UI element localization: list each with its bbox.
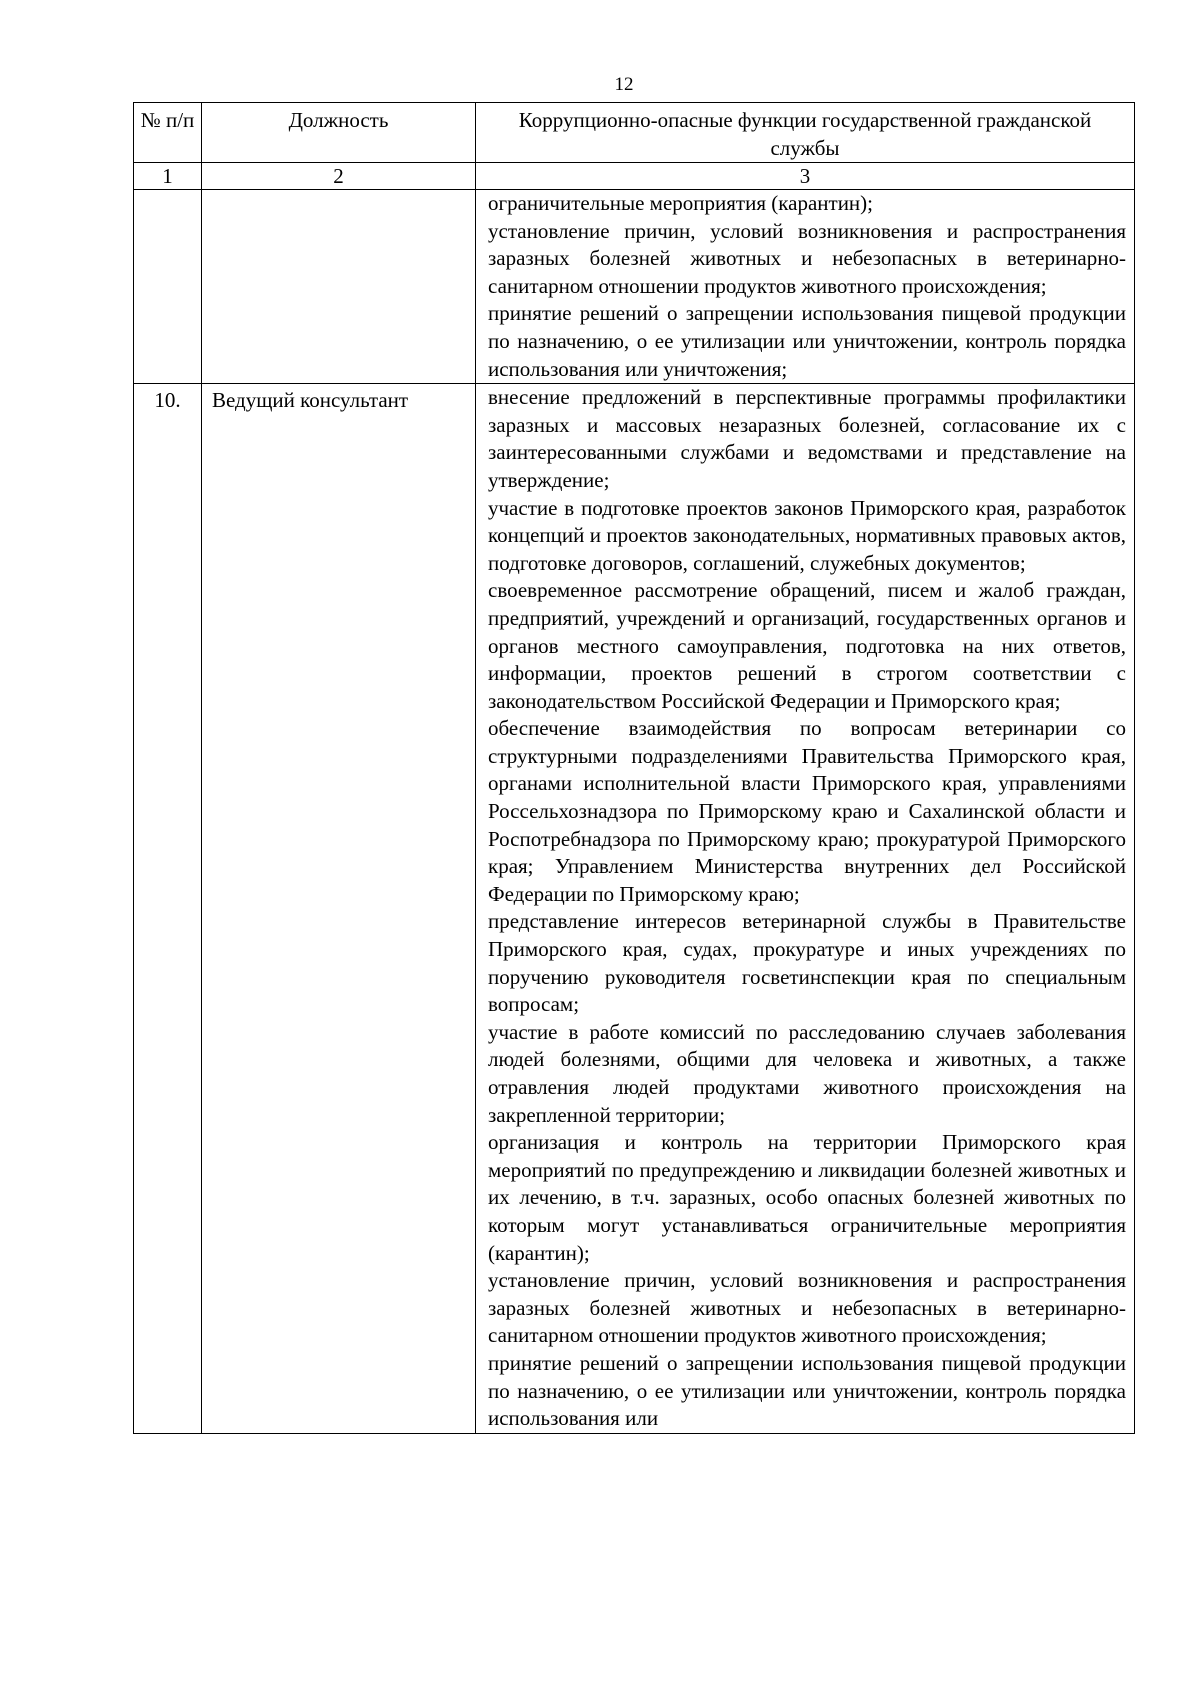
column-number-2: 2	[202, 163, 476, 190]
row-number: 10.	[134, 384, 202, 1434]
table-row	[134, 384, 1135, 1434]
header-number: № п/п	[134, 103, 202, 163]
corruption-functions-table	[133, 102, 1135, 1434]
column-number-row	[134, 163, 1135, 190]
function-item: внесение предложений в перспективные программы профилактики заразных и массовых незаразных болезней, согласование их с заинтересованными службами и ведомствами и представление на утверждение;	[488, 385, 1126, 492]
function-item: установление причин, условий возникновения и распространения заразных болезней животных и небезопасных в ветеринарно-санитарном отношении продуктов животного происхождения;	[488, 218, 1126, 298]
table-row	[134, 190, 1135, 384]
row-functions	[476, 190, 1135, 384]
header-functions: Коррупционно-опасные функции государственной гражданской службы	[476, 103, 1135, 163]
column-number-1: 1	[134, 163, 202, 190]
function-item: ограничительные мероприятия (карантин);	[488, 191, 873, 215]
function-item: обеспечение взаимодействия по вопросам ветеринарии со структурными подразделениями Правительства Приморского края, органами исполнительной власти Приморского края, управлениями Россельхознадзора по Приморскому краю и Сахалинской области и Роспотребнадзора по Приморскому краю; прокуратурой Приморского края; Управлением Министерства внутренних дел Российской Федерации по Приморскому краю;	[488, 716, 1126, 906]
row-number	[134, 190, 202, 384]
function-item: участие в подготовке проектов законов Приморского края, разработок концепций и проектов законодательных, нормативных правовых актов, подготовке договоров, соглашений, служебных документов;	[488, 495, 1126, 575]
column-number-3: 3	[476, 163, 1135, 190]
function-item: установление причин, условий возникновения и распространения заразных болезней животных и небезопасных в ветеринарно-санитарном отношении продуктов животного происхождения;	[488, 1268, 1126, 1348]
page-number: 12	[614, 74, 634, 95]
function-item: принятие решений о запрещении использования пищевой продукции по назначению, о ее утилизации или уничтожении, контроль порядка использования или	[488, 1350, 1126, 1431]
function-item: участие в работе комиссий по расследованию случаев заболевания людей болезнями, общими для человека и животных, а также отравления людей продуктами животного происхождения на закрепленной территории;	[488, 1019, 1126, 1127]
row-functions	[476, 384, 1135, 1434]
table-header-row	[134, 103, 1135, 163]
function-item: принятие решений о запрещении использования пищевой продукции по назначению, о ее утилизации или уничтожении, контроль порядка использования или уничтожения;	[488, 301, 1126, 381]
function-item: организация и контроль на территории Приморского края мероприятий по предупреждению и ликвидации болезней животных и их лечению, в т.ч. заразных, особо опасных болезней животных по которым могут устанавливаться ограничительные мероприятия (карантин);	[488, 1130, 1126, 1265]
function-item: представление интересов ветеринарной службы в Правительстве Приморского края, судах, прокуратуре и иных учреждениях по поручению руководителя госветинспекции края по специальным вопросам;	[488, 909, 1126, 1017]
row-position	[202, 190, 476, 384]
function-item: своевременное рассмотрение обращений, писем и жалоб граждан, предприятий, учреждений и организаций, государственных органов и органов местного самоуправления, подготовка на них ответов, информации, проектов решений в строгом соответствии с законодательством Российской Федерации и Приморского края;	[488, 578, 1126, 713]
row-position: Ведущий консультант	[202, 384, 476, 1434]
header-position: Должность	[202, 103, 476, 163]
